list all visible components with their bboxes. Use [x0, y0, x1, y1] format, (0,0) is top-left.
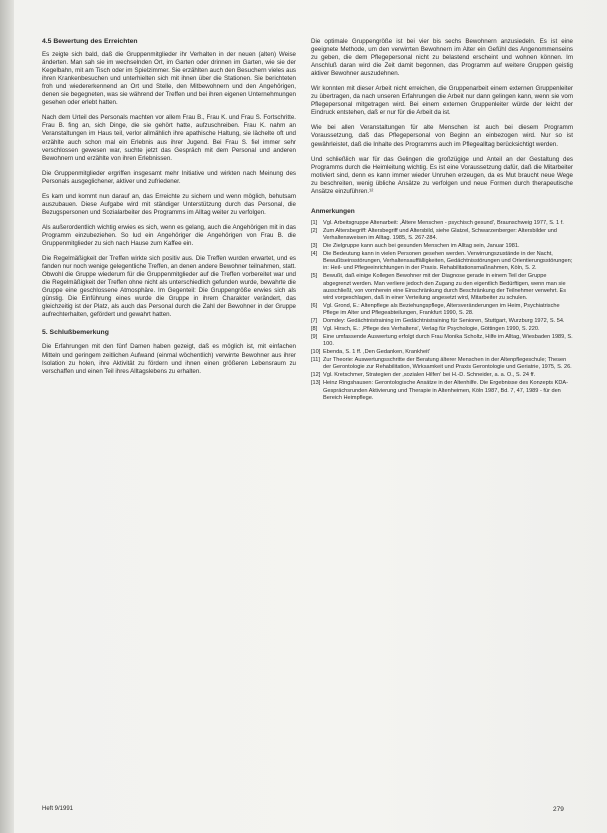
- reference-text: Vgl. Kretschmer, Strategien der ,sozialen Hilfen' bei H.-D. Schneider, a. a. O., S. 24 ff.: [323, 372, 536, 379]
- right-column: [311, 38, 573, 403]
- reference-text: Bewußt, daß einige Kollegen Bewohner mit der Diagnose gerade in einem Teil der Gruppe abgegrenzt werden. Man verliere jedoch den Zugang zu den eigentlich Bedürftigen, wenn man sie ausschließt, von vornherein eine Einschränkung durch Beschränkung der Teilnehmer verwehrt. Es wird vorgeschlagen, daß in einer Verteilung angesetzt wird, Mitarbeiter zu schulen.: [323, 273, 567, 302]
- paragraph: Als außerordentlich wichtig erwies es sich, wenn es gelang, auch die Angehörigen mit in das Programm einzubeziehen. So lud ein Angehöriger die Angehörigen von Frau B. die Gruppenmitglieder zu sich nach Hause zum Kaffee ein.: [42, 223, 296, 247]
- section-heading: 5. Schlußbemerkung: [42, 329, 109, 337]
- paragraph: Die Gruppenmitglieder ergriffen insgesamt mehr Initiative und wirkten nach Meinung des Personals ausgeglichener, aktiver und zufriedener.: [42, 169, 296, 185]
- paragraph: Wir konnten mit dieser Arbeit nicht erreichen, die Gruppenarbeit einem externen Gruppenleiter zu übertragen, da nach unseren Erfahrungen die Arbeit nur dann gelingen kann, wenn sie vom Pflegepersonal mitgetragen wird. Bei einem externen Gruppenleiter würde der leicht der Eindruck entstehen, daß er nur für die Arbeit da ist.: [311, 85, 573, 117]
- paragraph: Es zeigte sich bald, daß die Gruppenmitglieder ihr Verhalten in der neuen (alten) Weise änderten. Man sah sie im wechselnden Ort, im Garten oder drinnen im Garten, wie sie der Kegelbahn, mit am Tisch oder im Spielzimmer. Sie erzählten auch den Besuchern vieles aus ihren Krankenbesuchen und unterhielten sich mit ihnen über die Stationen. Sie berichteten froh und wiedererkennend an Ort und Stelle, den Mitbewohnern und den Angehörigen, denen sie begegneten, was sie während der Treffen und bei ihren eigenen Unternehmungen gesehen oder erlebt hatten.: [42, 51, 296, 107]
- reference-number: [12]: [311, 372, 321, 379]
- reference-text: Domdey: Gedächtnistraining im Gedächtnistraining für Senioren, Stuttgart, Wurzburg 1972, S. 54.: [323, 318, 565, 325]
- paragraph: Und schließlich war für das Gelingen die großzügige und Anteil an der Gestaltung des Programms durch die Heimleitung wichtig. Es ist eine Voraussetzung dafür, daß die Mitarbeiter motiviert sind, denn es kann immer wieder Unruhen erzeugen, da es Mut braucht neue Wege zu beschreiten, wenig übliche Ansätze zu verfolgen und neue Formen durch therapeutische Ansätze einzuführen.¹²: [311, 155, 573, 195]
- reference-item: [311, 318, 573, 325]
- reference-item: [311, 273, 573, 302]
- reference-text: Vgl. Hirsch, E.: ,Pflege des Verhaltens', Verlag für Psychologie, Göttingen 1990, S. 220.: [323, 326, 540, 333]
- reference-number: [8]: [311, 326, 318, 333]
- reference-item: [311, 303, 573, 318]
- reference-number: [2]: [311, 227, 318, 234]
- reference-item: [311, 357, 573, 372]
- reference-text: Ebenda, S. 1 ff. ,Den Gedanken, Krankheit': [323, 349, 431, 356]
- reference-item: [311, 326, 573, 333]
- reference-text: Heinz Ringshausen: Gerontologische Ansätze in der Altenhilfe. Die Ergebnisse des Konzepts KDA-Gesprächsrunden Aktivierung und Therapie in Altenheimen, Köln 1987, Bd. 7, 47, 1989 - für den Bereich Heimpflege.: [323, 380, 569, 401]
- reference-text: Vgl. Arbeitsgruppe Altenarbeit: ,Ältere Menschen - psychisch gesund', Braunschweig 1977, S. 1 f.: [323, 219, 564, 226]
- references-heading: Anmerkungen: [311, 207, 355, 215]
- reference-item: [311, 228, 573, 243]
- paragraph: Die optimale Gruppengröße ist bei vier bis sechs Bewohnern anzusiedeln. Es ist eine geeignete Methode, um den verwirrten Bewohnern im Alter ein Gefühl des Angenommenseins zu geben, die dem Pflegepersonal nicht zu belastend erscheint und wohnen können. Im Anschluß daran wird die Zeit damit begonnen, das Programm auf weitere Gruppen geistig aktiver Bewohner auszudehnen.: [311, 38, 573, 78]
- reference-number: [6]: [311, 303, 318, 310]
- reference-number: [5]: [311, 273, 318, 280]
- footer-journal: Heft 9/1991: [42, 806, 74, 812]
- paragraph: Die Erfahrungen mit den fünf Damen haben gezeigt, daß es möglich ist, mit einfachen Mitteln und geringem zeitlichen Aufwand (einmal wöchentlich) verwirrte Bewohner aus ihrer Isolation zu holen, ihre Aktivität zu fördern und ihnen einen größeren Lebensraum zu verschaffen und einen Teil ihres Alltagslebens zu erhalten.: [42, 343, 296, 375]
- reference-text: Die Bedeutung kann in vielen Personen gesehen werden. Verwirrungszustände in der Nacht, Bewußtseinsstörungen, Verhaltensauffälligkeiten, Gedächtnisstörungen und Orientierungsstörungen; in: Heil- und Pflegeeinrichtungen in der Praxis. Rehabilitationsmaßnahmen, Köln, S. 2.: [323, 250, 573, 272]
- paragraph: Die Regelmäßigkeit der Treffen wirkte sich positiv aus. Die Treffen wurden erwartet, und es fanden nur noch wenige gelegentliche Treffen, an denen andere Bewohner teilnahmen, statt. Obwohl die Gruppe wiederum für die Gruppenmitglieder auf die Treffen vorbereitet war und die Regelmäßigkeit der Treffen ohne nicht als unterschiedlich gefunden wurde, bewahrte die Gruppe eine geschlossene Atmosphäre. Im Gegenteil: Die Gruppengröße erwies sich als günstig. Die Einführung eines wurde die Gruppe in ihrem Charakter verändert, das gleichzeitig ist der Platz, als auch das Personal durch die Zahl der Bewohner in der Gruppe aufrechterhalten, gefördert und gewahrt hatten.: [42, 255, 296, 319]
- reference-number: [4]: [311, 250, 318, 257]
- reference-item: [311, 349, 573, 356]
- reference-text: Eine umfassende Auswertung erfolgt durch Frau Monika Scholtz, Hilfe im Alltag, Wiesbaden 1989, S. 100.: [323, 334, 573, 348]
- reference-text: Zur Theorie: Auswertungsschritte der Beratung älterer Menschen in der Altenpflegeschule; Thesen der Gerontologie zur Rehabilitation, Wirksamkeit und Praxis Gerontologie und Geriatrie, 1975, S. 26.: [323, 357, 572, 371]
- reference-text: Die Zielgruppe kann auch bei gesunden Menschen im Alltag sein, Januar 1981.: [323, 242, 520, 249]
- section-heading: 4.5 Bewertung des Erreichten: [42, 38, 138, 45]
- reference-number: [1]: [311, 219, 318, 226]
- reference-item: [311, 243, 573, 250]
- reference-item: [311, 372, 573, 379]
- page-number: 279: [553, 806, 564, 813]
- paragraph: Wie bei allen Veranstaltungen für alte Menschen ist auch bei diesem Programm Voraussetzung, daß das Pflegepersonal von Beginn an einbezogen wird. Nur so ist gewährleistet, daß die Inhalte des Programms auch im Pflegealltag berücksichtigt werden.: [311, 124, 573, 148]
- reference-item: [311, 220, 573, 227]
- reference-number: [3]: [311, 242, 318, 249]
- binding-shadow: [0, 0, 14, 833]
- reference-number: [9]: [311, 334, 318, 341]
- reference-item: [311, 334, 573, 349]
- reference-item: [311, 380, 573, 402]
- reference-number: [11]: [311, 357, 320, 364]
- references-list: [311, 220, 573, 402]
- reference-number: [10]: [311, 349, 321, 356]
- reference-number: [7]: [311, 318, 318, 325]
- reference-item: [311, 251, 573, 273]
- left-column: [42, 38, 296, 383]
- reference-text: Zum Altersbegriff: Altersbegriff und Altersbild, siehe Glatzel, Schwarzenberger: Altersbilder und Verhaltensweisen im Alltag. 1985, S. 267-284.: [323, 227, 557, 242]
- paragraph: Es kam und kommt nun darauf an, das Erreichte zu sichern und wenn möglich, behutsam auszubauen. Diese Aufgabe wird mit ständiger Unterstützung durch das Personal, die Bezugspersonen und Sozialarbeiter des Programms im Alltag weiter zu verfolgen.: [42, 192, 296, 216]
- paragraph: Nach dem Urteil des Personals machten vor allem Frau B., Frau K. und Frau S. Fortschritte. Frau B. fing an, sich Dinge, die sie gehört hatte, aufzuschreiben. Frau K. nahm an Veranstaltungen im Haus teil, verlor allmählich ihre apathische Haltung, sie lächelte oft und erzählte auch schon mal ein Erlebnis aus ihrer Jugend. Bei Frau S. fiel immer sehr verschlossen gewesen war, suchte jetzt das Gespräch mit dem Personal und anderen Bewohnern und erzählte von ihren Erlebnissen.: [42, 114, 296, 162]
- reference-text: Vgl. Grond, E.: Altenpflege als Beziehungspflege, Altersveränderungen im Heim, Psychiatrische Pflege im Alter und Pflegeabteilungen, Frankfurt 1990, S. 28.: [323, 303, 560, 317]
- reference-number: [13]: [311, 380, 321, 387]
